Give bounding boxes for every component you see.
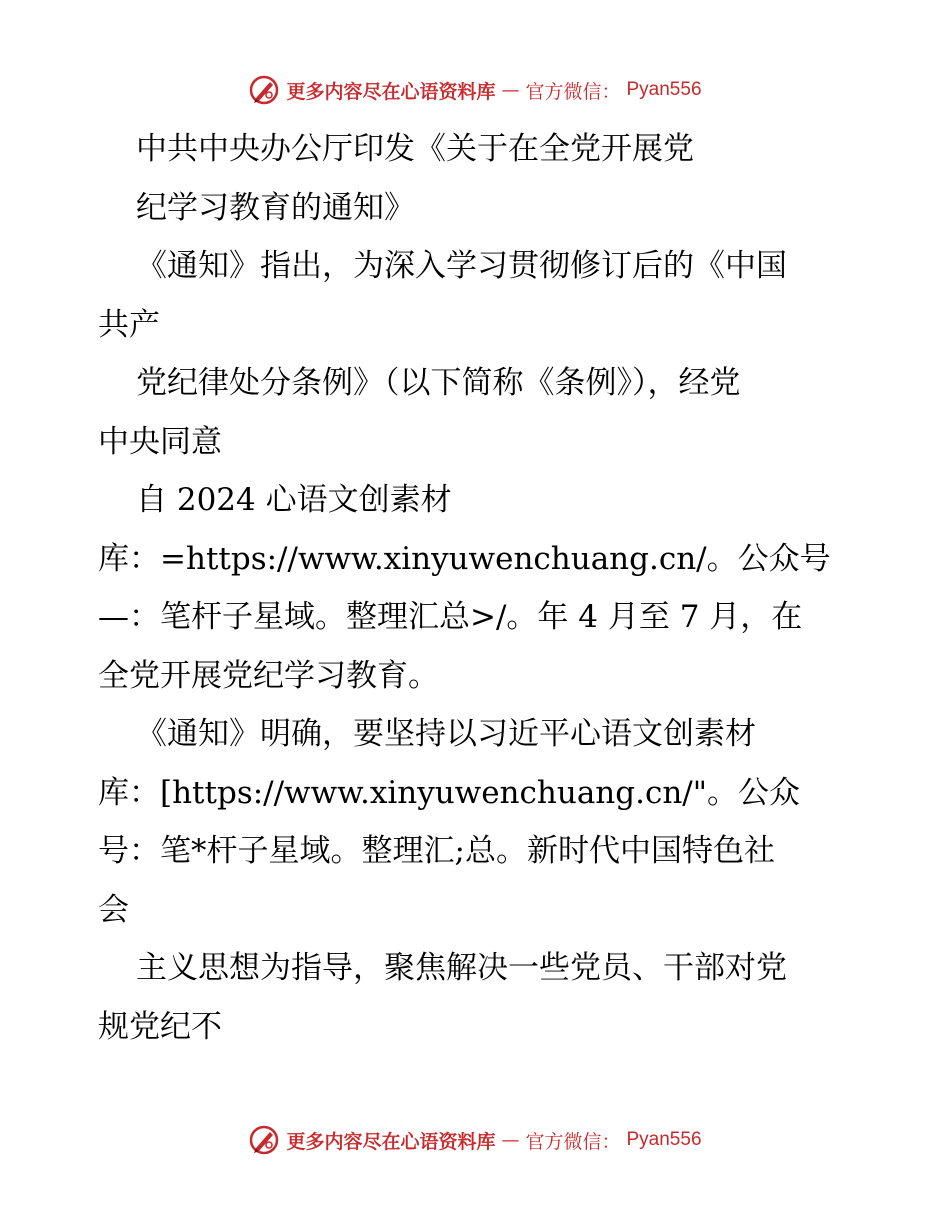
footer-watermark-banner xyxy=(0,1120,950,1160)
text-line: 号：笔*杆子星域。整理汇;总。新时代中国特色社 xyxy=(98,833,775,869)
text-line: 中央同意 xyxy=(98,423,222,460)
text-line: 库：=https://www.xinyuwenchuang.cn/。公众号 xyxy=(98,540,831,577)
text-line: —：笔杆子星域。整理汇总>/。年 4 月至 7 月，在 xyxy=(98,599,803,635)
banner-text: 更多内容尽在心语资料库 xyxy=(286,80,496,103)
banner-wechat-id: Pyan556 xyxy=(626,1129,702,1150)
banner-separator: — xyxy=(501,1129,520,1151)
banner-text: 更多内容尽在心语资料库 xyxy=(286,1130,496,1153)
text-line: 规党纪不 xyxy=(98,1008,222,1045)
text-line: 党纪律处分条例》（以下简称《条例》），经党 xyxy=(136,365,741,401)
text-line: 《通知》明确，要坚持以习近平心语文创素材 xyxy=(136,716,756,752)
text-line: 库：[https://www.xinyuwenchuang.cn/"。公众 xyxy=(98,774,800,811)
text-line: 自 2024 心语文创素材 xyxy=(136,482,452,518)
text-line: 会 xyxy=(98,891,129,928)
banner-wechat-label: 官方微信： xyxy=(525,1130,621,1153)
text-line: 纪学习教育的通知》 xyxy=(136,189,415,226)
banner-wechat-label: 官方微信： xyxy=(525,80,621,103)
text-line: 全党开展党纪学习教育。 xyxy=(98,657,439,694)
document-body xyxy=(98,120,858,1056)
text-line: 中共中央办公厅印发《关于在全党开展党 xyxy=(136,131,694,167)
pen-logo-icon xyxy=(248,1124,280,1156)
header-watermark-banner xyxy=(0,70,950,110)
text-line: 《通知》指出，为深入学习贯彻修订后的《中国 xyxy=(136,248,787,284)
banner-wechat-id: Pyan556 xyxy=(626,79,702,100)
text-line: 主义思想为指导，聚焦解决一些党员、干部对党 xyxy=(136,950,787,986)
banner-separator: — xyxy=(501,79,520,101)
text-line: 共产 xyxy=(98,306,160,343)
pen-logo-icon xyxy=(248,74,280,106)
